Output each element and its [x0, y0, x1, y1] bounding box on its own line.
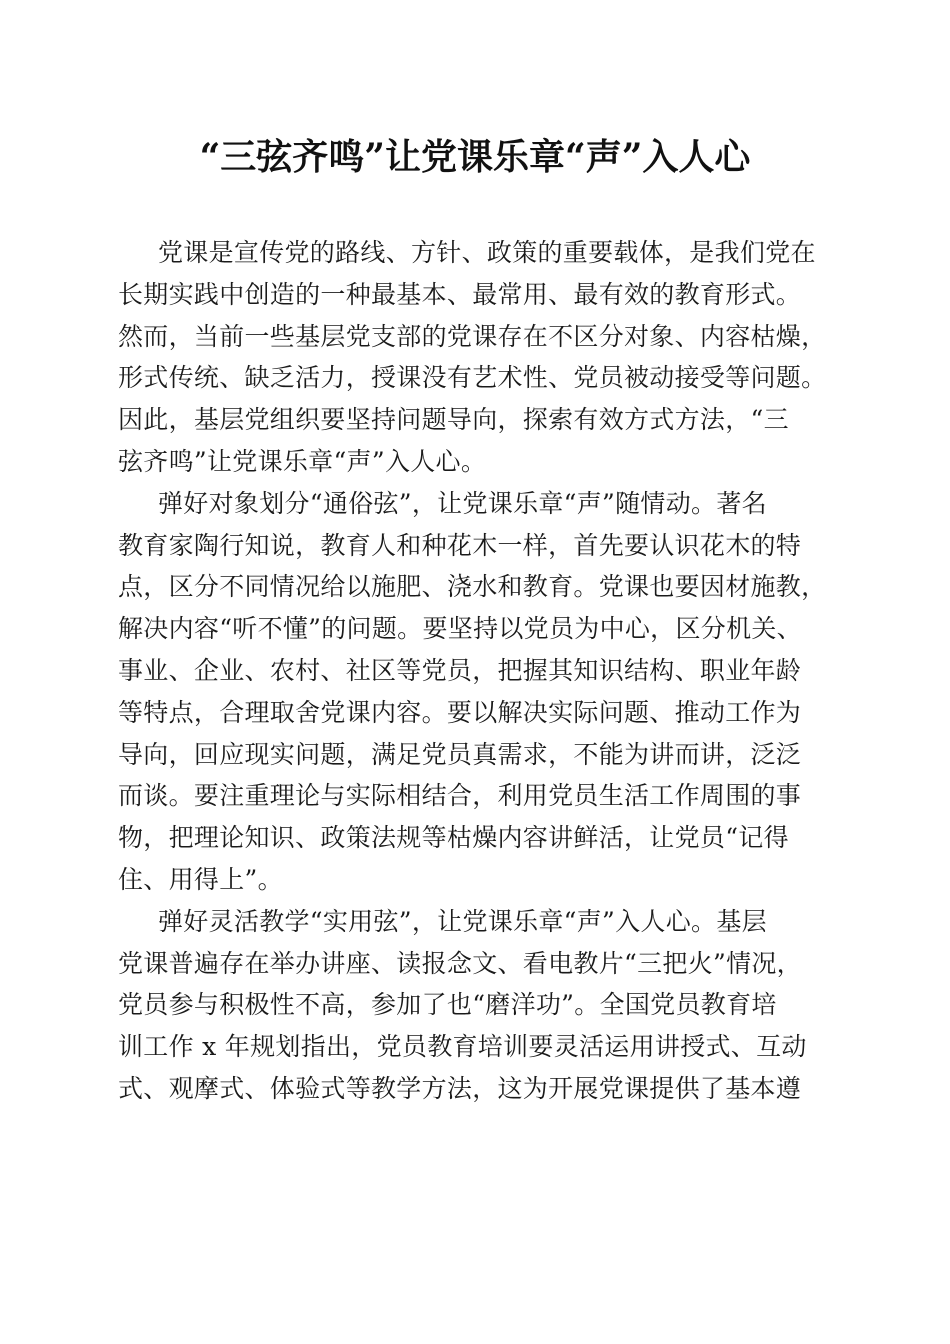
paragraph-2-line-1: 弹好对象划分“通俗弦”，让党课乐章“声”随情动。著名 [158, 488, 767, 518]
paragraph-2-line-8: 而谈。要注重理论与实际相结合，利用党员生活工作周围的事 [118, 781, 802, 811]
paragraph-3-line-5: 式、观摩式、体验式等教学方法，这为开展党课提供了基本遵 [118, 1073, 802, 1103]
paragraph-1-line-4: 形式传统、缺乏活力，授课没有艺术性、党员被动接受等问题。 [118, 363, 827, 393]
paragraph-2-line-7: 导向，回应现实问题，满足党员真需求，不能为讲而讲，泛泛 [118, 739, 802, 769]
paragraph-3-line-1: 弹好灵活教学“实用弦”，让党课乐章“声”入人心。基层 [158, 906, 767, 936]
paragraph-1-line-3: 然而，当前一些基层党支部的党课存在不区分对象、内容枯燥， [118, 321, 827, 351]
paragraph-3-line-2: 党课普遍存在举办讲座、读报念文、看电教片“三把火”情况， [118, 948, 802, 978]
paragraph-1-line-1: 党课是宣传党的路线、方针、政策的重要载体，是我们党在 [158, 238, 816, 267]
document-body [118, 232, 840, 1110]
paragraph-2-line-5: 事业、企业、农村、社区等党员，把握其知识结构、职业年龄 [118, 655, 802, 685]
paragraph-1-line-2: 长期实践中创造的一种最基本、最常用、最有效的教育形式。 [118, 279, 802, 309]
paragraph-2-line-9: 物，把理论知识、政策法规等枯燥内容讲鲜活，让党员“记得 [118, 823, 789, 853]
document-title: “三弦齐鸣”让党课乐章“声”入人心 [199, 136, 751, 178]
paragraph-3-line-3: 党员参与积极性不高，参加了也“磨洋功”。全国党员教育培 [118, 990, 777, 1020]
paragraph-2-line-6: 等特点，合理取舍党课内容。要以解决实际问题、推动工作为 [118, 697, 802, 727]
paragraph-1-line-6: 弦齐鸣”让党课乐章“声”入人心。 [118, 446, 487, 476]
paragraph-3-line-4: 训工作 x 年规划指出，党员教育培训要灵活运用讲授式、互动 [118, 1032, 807, 1062]
paragraph-2-line-4: 解决内容“听不懂”的问题。要坚持以党员为中心，区分机关、 [118, 614, 802, 644]
paragraph-2-line-3: 点，区分不同情况给以施肥、浇水和教育。党课也要因材施教， [118, 572, 827, 602]
paragraph-2-line-2: 教育家陶行知说，教育人和种花木一样，首先要认识花木的特 [118, 530, 802, 560]
paragraph-2-line-10: 住、用得上”。 [118, 864, 283, 894]
paragraph-1-line-5: 因此，基层党组织要坚持问题导向，探索有效方式方法，“三 [118, 405, 789, 435]
